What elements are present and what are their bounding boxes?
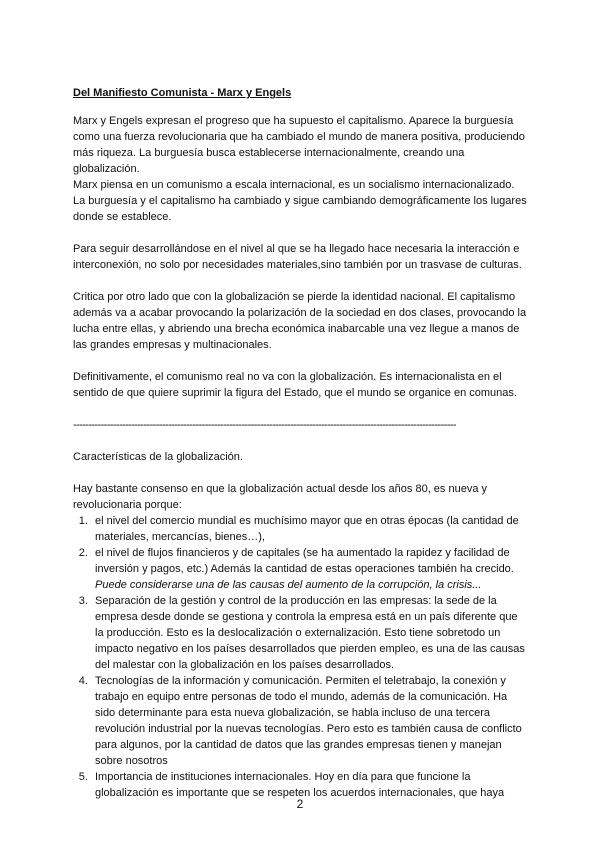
page-number: 2 (296, 797, 304, 811)
list-item (91, 513, 528, 545)
list-item-text: el nivel de flujos financieros y de capitales (se ha aumentado la rapidez y facilidad de inversión y pagos, etc.) Además la cantidad de estas operaciones también ha crecido. (95, 547, 514, 575)
spacer (73, 465, 528, 481)
list-item (91, 673, 528, 769)
list-item-text: Importancia de instituciones internacionales. Hoy en día para que funcione la globalización es importante que se respeten los acuerdos internacionales, que haya (95, 771, 505, 799)
divider-line: ----------------------------------------------------------------------------------------------------------------------------- (73, 419, 456, 431)
paragraph: Critica por otro lado que con la globalización se pierde la identidad nacional. El capitalismo además va a acabar provocando la polarización de la sociedad en dos clases, provocando la lucha entre ellas, y abriendo una brecha económica inabarcable una vez llegue a manos de las grandes empresas y multinacionales. (73, 291, 527, 351)
characteristics-list (73, 513, 528, 801)
spacer (73, 353, 528, 369)
list-item-text: Separación de la gestión y control de la producción en las empresas: la sede de la empresa desde donde se gestiona y controla la empresa está en un país diferente que la producción. Esto es la deslocalización o externalización. Esto tiene sobretodo un impacto negativo en los países desarrollados que pierden empleo, es una de las causas del malestar con la globalización en los países desarrollados. (95, 595, 525, 671)
section-heading: Características de la globalización. (73, 451, 243, 463)
spacer (73, 401, 528, 417)
list-item-italic-note: Puede considerarse una de las causas del aumento de la corrupción, la crisis... (95, 579, 482, 591)
list-item-text: el nivel del comercio mundial es muchísimo mayor que en otras épocas (la cantidad de materiales, mercancías, bienes…), (95, 515, 519, 543)
list-item (91, 593, 528, 673)
document-body (73, 85, 528, 801)
paragraph: Definitivamente, el comunismo real no va con la globalización. Es internacionalista en el sentido de que quiere suprimir la figura del Estado, que el mundo se organice en comunas. (73, 371, 517, 399)
spacer (73, 433, 528, 449)
spacer (73, 225, 528, 241)
paragraph: Marx piensa en un comunismo a escala internacional, es un socialismo internacionalizado. La burguesía y el capitalismo ha cambiado y sigue cambiando demográficamente los lugares donde se establece. (73, 179, 527, 223)
paragraph: Para seguir desarrollándose en el nivel al que se ha llegado hace necesaria la interacción e interconexión, no solo por necesidades materiales,sino también por un trasvase de culturas. (73, 243, 522, 271)
list-item (91, 545, 528, 593)
document-title: Del Manifiesto Comunista - Marx y Engels (73, 87, 292, 99)
spacer (73, 273, 528, 289)
list-item-text: Tecnologías de la información y comunicación. Permiten el teletrabajo, la conexión y trabajo en equipo entre personas de todo el mundo, además de la comunicación. Ha sido determinante para esta nueva globalización, se habla incluso de una tercera revolución industrial por la nuevas tecnologías. Pero esto es también causa de conflicto para algunos, por la cantidad de datos que las grandes empresas tienen y manejan sobre nosotros (95, 675, 522, 767)
paragraph: Marx y Engels expresan el progreso que ha supuesto el capitalismo. Aparece la burguesía como una fuerza revolucionaria que ha cambiado el mundo de manera positiva, produciendo más riqueza. La burguesía busca establecerse internacionalmente, creando una globalización. (73, 115, 525, 175)
paragraph: Hay bastante consenso en que la globalización actual desde los años 80, es nueva y revolucionaria porque: (73, 483, 488, 511)
